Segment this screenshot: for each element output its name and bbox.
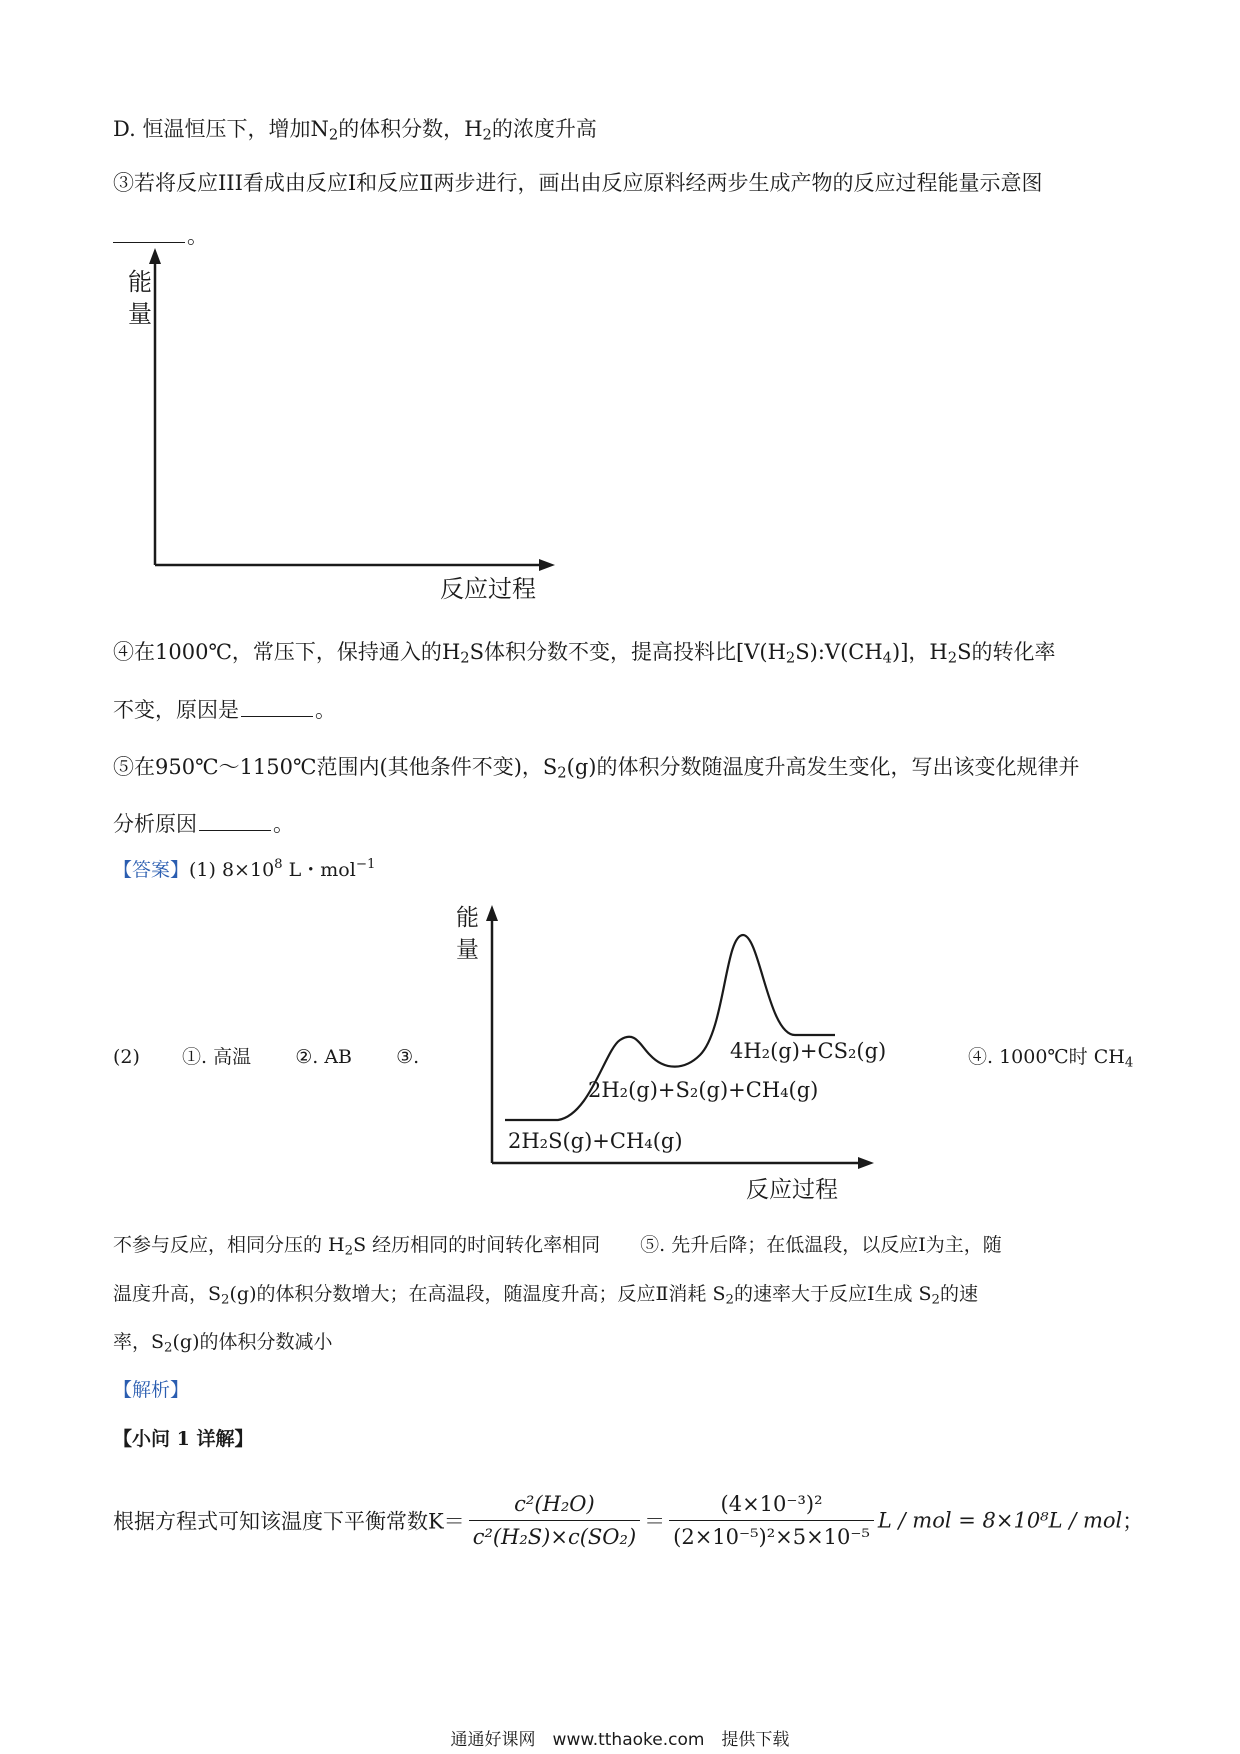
question-3-blank: 。 <box>113 220 208 250</box>
label-reactants: 2H₂S(g)+CH₄(g) <box>508 1129 683 1153</box>
analysis-label: 【解析】 <box>113 1379 190 1401</box>
question-4-line2: 不变，原因是 。 <box>113 698 336 722</box>
analysis-sub1: 【小问 1 详解】 <box>113 1428 254 1450</box>
page-footer: 通通好课网 www.tthaoke.com 提供下载 <box>450 1730 790 1750</box>
label-intermediate: 2H₂(g)+S₂(g)+CH₄(g) <box>588 1078 819 1102</box>
answer-energy-chart <box>440 895 900 1215</box>
question-5-line2: 分析原因 。 <box>113 812 294 836</box>
option-d: D. 恒温恒压下，增加$N_2$的体积分数，$H_2$的浓度升高 <box>113 117 597 144</box>
question-3: ③若将反应III看成由反应Ⅰ和反应Ⅱ两步进行，画出由反应原料经两步生成产物的反应过程能量示意图 <box>113 171 1043 195</box>
answer-chart-ylabel-1: 能 <box>456 905 479 931</box>
answer-part1: 【答案】(1) $8\times 10^8$ L・mol$^{-1}$ <box>113 857 376 881</box>
fraction-1: $\frac{\text{c²(H₂O)}}{\text{c²(H₂S)×c(SO₂)}}$ <box>469 1492 640 1549</box>
answer-chart-xlabel: 反应过程 <box>746 1177 838 1203</box>
fraction-2: $\frac{\text{(4×10⁻³)²}}{\text{(2×10⁻⁵)²×5×10⁻⁵}}$ <box>669 1492 874 1549</box>
answer-part2: (2) ①. 高温 ②. AB ③. <box>113 1046 420 1068</box>
label-products: 4H₂(g)+CS₂(g) <box>730 1039 887 1063</box>
blank-energy-chart <box>100 240 560 610</box>
formula-line: 根据方程式可知该温度下平衡常数K＝ $\frac{\text{c²(H₂O)}}{\text{c²(H₂S)×c(SO₂)}}$ ＝ $\frac{\text{(4×10⁻³)²}}{\text{(2×10⁻⁵)²×5×10⁻⁵}}$ L / mol = 8×10⁸L / mol； <box>113 1492 1144 1549</box>
answer-cont-line2: 温度升高，$S_2(g)$的体积分数增大；在高温段，随温度升高；反应Ⅱ消耗 $S_2$的速率大于反应Ⅰ生成 $S_2$的速 <box>113 1283 978 1308</box>
question-4: ④在1000℃，常压下，保持通入的$H_2S$体积分数不变，提高投料比$[V(H_2S):V(CH_4)]$，$H_2S$的转化率 <box>113 640 1056 667</box>
question-5: ⑤在950℃～1150℃范围内(其他条件不变)，$S_2(g)$的体积分数随温度升高发生变化，写出该变化规律并 <box>113 755 1080 782</box>
answer-label: 【答案】 <box>113 859 190 881</box>
answer-part2-4: ④. 1000℃时 $CH_4$ <box>968 1046 1134 1071</box>
blank-chart-ylabel-1: 能 <box>128 268 152 296</box>
blank-chart-ylabel-2: 量 <box>128 300 152 328</box>
blank-chart-xlabel: 反应过程 <box>440 575 536 603</box>
answer-chart-ylabel-2: 量 <box>456 937 479 963</box>
answer-cont-line1: 不参与反应，相同分压的 $H_2S$ 经历相同的时间转化率相同 ⑤. 先升后降；在低温段，以反应Ⅰ为主，随 <box>113 1234 1002 1259</box>
answer-cont-line3: 率，$S_2(g)$的体积分数减小 <box>113 1331 333 1356</box>
